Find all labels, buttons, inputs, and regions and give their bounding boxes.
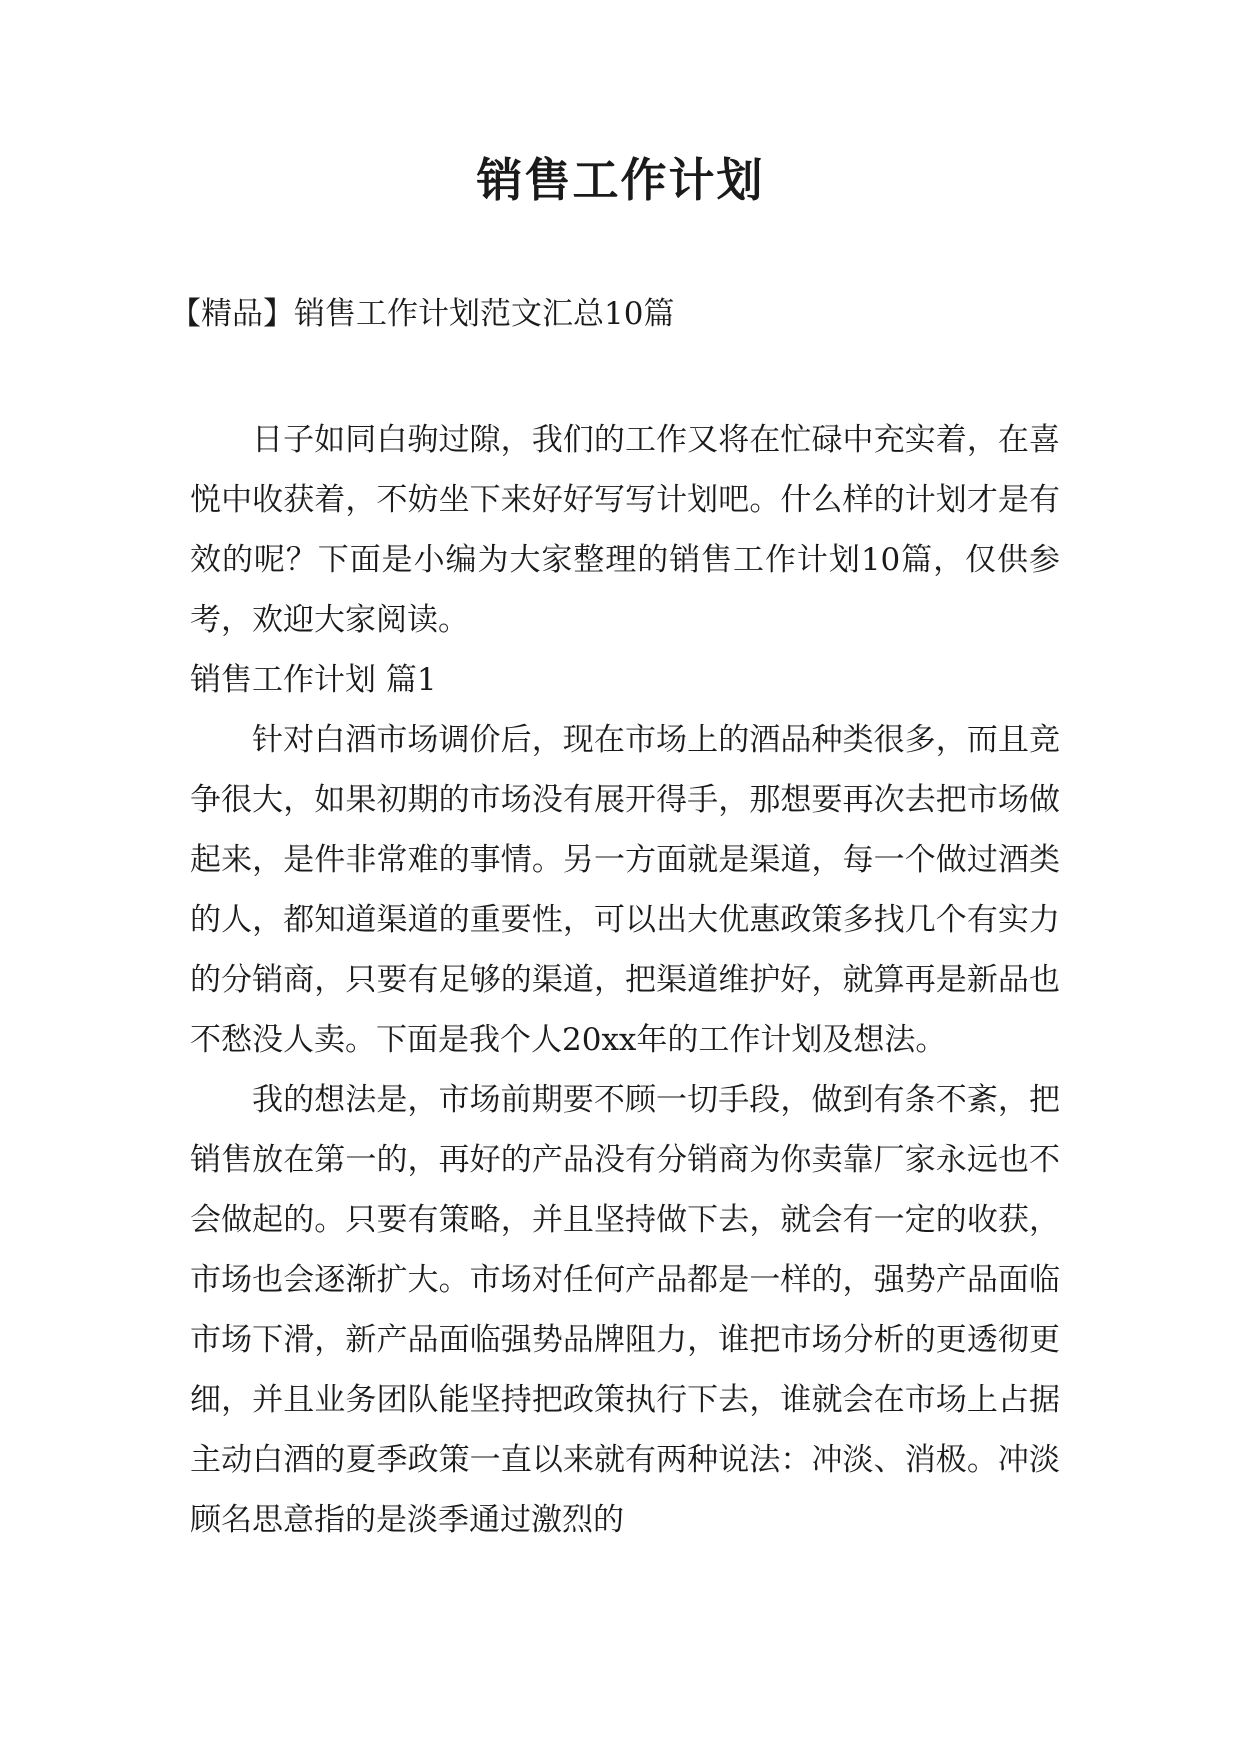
body-paragraph: 我的想法是，市场前期要不顾一切手段，做到有条不紊，把销售放在第一的，再好的产品没有分销商为你卖靠厂家永远也不会做起的。只要有策略，并且坚持做下去，就会有一定的收获，市场也会逐渐扩大。市场对任何产品都是一样的，强势产品面临市场下滑，新产品面临强势品牌阻力，谁把市场分析的更透彻更细，并且业务团队能坚持把政策执行下去，谁就会在市场上占据主动白酒的夏季政策一直以来就有两种说法：冲淡、消极。冲淡顾名思意指的是淡季通过激烈的 <box>190 1082 1060 1538</box>
section-body <box>190 710 1060 1550</box>
section-heading: 销售工作计划 篇1 <box>190 662 437 698</box>
body-paragraph: 针对白酒市场调价后，现在市场上的酒品种类很多，而且竞争很大，如果初期的市场没有展开得手，那想要再次去把市场做起来，是件非常难的事情。另一方面就是渠道，每一个做过酒类的人，都知道渠道的重要性，可以出大优惠政策多找几个有实力的分销商，只要有足够的渠道，把渠道维护好，就算再是新品也不愁没人卖。下面是我个人20xx年的工作计划及想法。 <box>190 722 1060 1058</box>
document-title: 销售工作计划 <box>476 153 765 207</box>
intro-block <box>190 410 1060 650</box>
document-subtitle: 【精品】销售工作计划范文汇总10篇 <box>170 296 675 332</box>
intro-paragraph: 日子如同白驹过隙，我们的工作又将在忙碌中充实着，在喜悦中收获着，不妨坐下来好好写写计划吧。什么样的计划才是有效的呢？下面是小编为大家整理的销售工作计划10篇，仅供参考，欢迎大家阅读。 <box>190 422 1060 638</box>
